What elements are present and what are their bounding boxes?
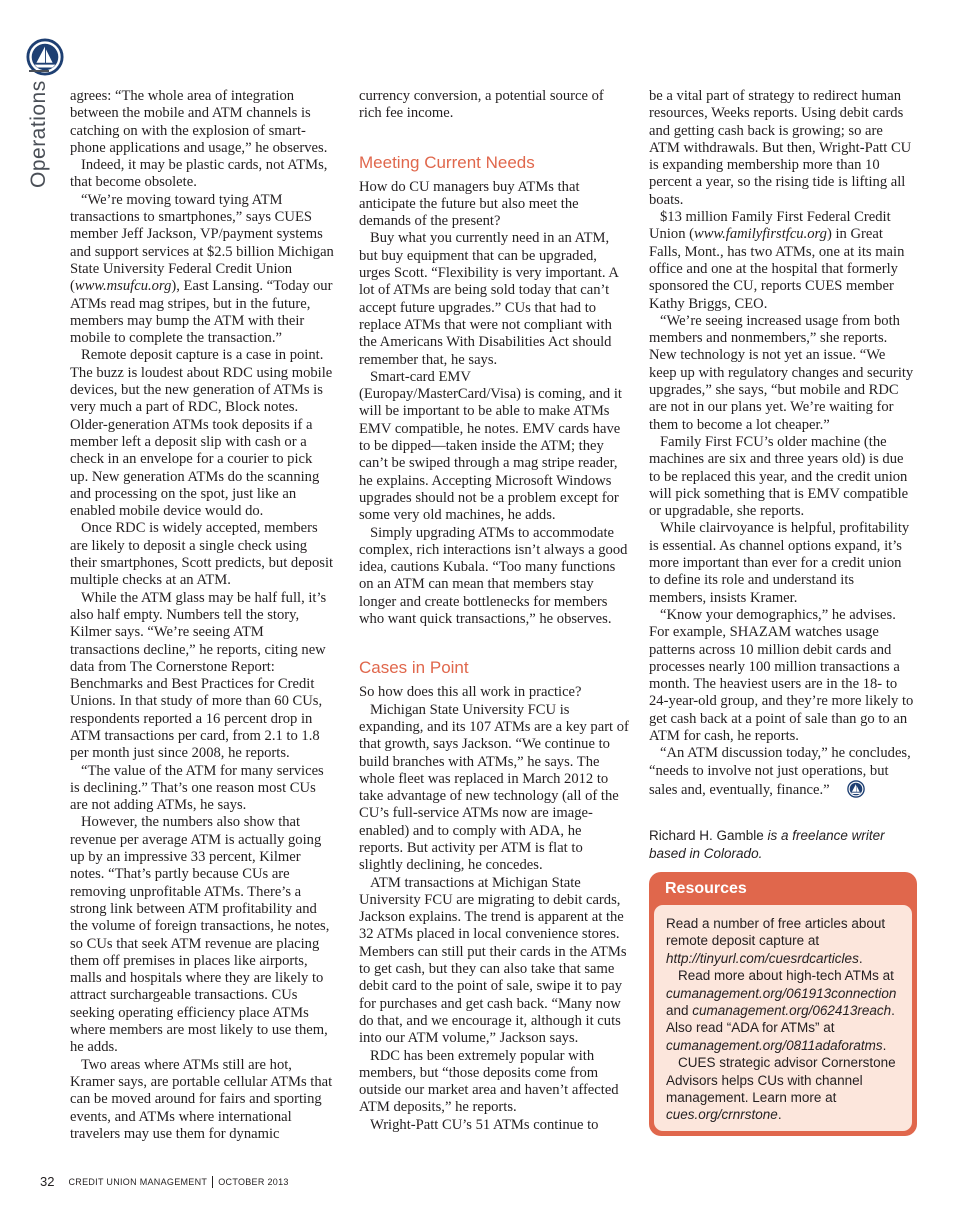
paragraph: While clairvoyance is helpful, profitability is essential. As channel options expand, it’s more important than ever for a credit union to define its role and understand its members, insists Kramer. [649, 520, 910, 606]
paragraph: “We’re moving toward tying ATM transactions to smartphones,” says CUES member Jeff Jackson, VP/payment systems and support services at $2.5 billion Michigan State University Federal Credit Union (www.msufcu.org), East Lansing. “Today our ATMs read mag stripes, but in the future, members may bump the ATM with their mobile to complete the transaction.” [70, 191, 334, 347]
resources-box [649, 872, 917, 1136]
paragraph: “Know your demographics,” he advises. For example, SHAZAM watches usage patterns across 10 million debit cards and processes nearly 100 million transactions a month. The heaviest users are in the 18- to 24-year-old group, and they’re more likely to get cash back at a point of sale than go to an ATM for cash, he reports. [649, 606, 914, 744]
section-label-text: Operations [27, 80, 50, 188]
paragraph: Smart-card EMV (Europay/MasterCard/Visa) is coming, and it will be important to be able to make ATMs EMV compatible, he notes. EMV cards have to be dipped—taken inside the ATM; they can’t be swiped through a mag stripe reader, he explains. Accepting Microsoft Windows upgrades should not be a problem except for some very old machines, he adds. [359, 368, 622, 524]
column-2-cases-body [359, 684, 629, 1134]
paragraph: So how does this all work in practice? [359, 684, 582, 701]
paragraph: currency conversion, a potential source of rich fee income. [359, 88, 604, 122]
paragraph: $13 million Family First Federal Credit Union (www.familyfirstfcu.org) in Great Falls, Mont., has two ATMs, one at its main office and one at the hospital that formerly sponsored the CU, reports CUES member Kathy Briggs, CEO. [649, 209, 905, 312]
heading-meeting-current-needs: Meeting Current Needs [359, 152, 535, 172]
paragraph: Read more about high-tech ATMs at cumanagement.org/061913connection and cumanagement.org/062413reach. Also read “ADA for ATMs” at cumanagement.org/0811adaforatms. [666, 968, 897, 1053]
column-2-meeting-body [359, 179, 629, 629]
paragraph: How do CU managers buy ATMs that anticipate the future but also meet the demands of the present? [359, 178, 580, 230]
article-column-1 [70, 88, 334, 1143]
paragraph: While the ATM glass may be half full, it’s also half empty. Numbers tell the story, Kilmer says. “We’re seeing ATM transactions decline,” he reports, citing new data from The Cornerstone Report: Benchmarks and Best Practices for Credit Unions. In that study of more than 60 CUs, respondents reported a 16 percent drop in ATM transactions per card, from 2.1 to 1.8 per month just since 2008, he reports. [70, 589, 327, 762]
end-mark-logo-icon [836, 780, 854, 798]
resources-title: Resources [665, 880, 747, 897]
paragraph: agrees: “The whole area of integration between the mobile and ATM channels is catching on with the explosion of smart-phone applications and usage,” he observes. [70, 88, 328, 156]
magazine-name: CREDIT UNION MANAGEMENT [68, 1176, 208, 1187]
article-column-3 [649, 88, 914, 863]
paragraph: CUES strategic advisor Cornerstone Advisors helps CUs with channel management. Learn more at cues.org/crnrstone. [666, 1055, 896, 1123]
column-3-body [649, 88, 914, 799]
page-number: 32 [40, 1174, 55, 1189]
resources-content [654, 905, 912, 1131]
section-label [24, 28, 54, 188]
paragraph: be a vital part of strategy to redirect human resources, Weeks reports. Using debit cards and getting cash back is growing; so are ATM withdrawals. But then, Wright-Patt CU is expanding membership more than 10 percent a year, so the rising tide is lifting all boats. [649, 88, 912, 208]
paragraph: Simply upgrading ATMs to accommodate complex, rich interactions isn’t always a good idea, cautions Kubala. “Too many functions on an ATM can mean that members stay longer and create bottlenecks for members who want quick transactions,” he observes. [359, 524, 628, 628]
paragraph: “An ATM discussion today,” he concludes, “needs to involve not just operations, but sales and, eventually, finance.” [649, 745, 911, 798]
paragraph: Remote deposit capture is a case in point. The buzz is loudest about RDC using mobile devices, but the new generation of ATMs is very much a part of RDC, Block notes. Older-generation ATMs took deposits if a member left a deposit slip with cash or a check in an envelope for a courier to pick up. New generation ATMs do the scanning and processing on the spot, just like an enabled mobile device would do. [70, 347, 333, 520]
paragraph: Buy what you currently need in an ATM, but buy equipment that can be upgraded, urges Scott. “Flexibility is very important. A lot of ATMs are being sold today that can’t accept future upgrades.” CUs that had to replace ATMs that were not compliant with the Americans With Disabilities Act should remember that, he says. [359, 230, 619, 368]
paragraph: “We’re seeing increased usage from both members and nonmembers,” she reports. New technology is not yet an issue. “We keep up with regulatory changes and security upgrades,” she says, “but mobile and RDC are not in our plans yet. We’re waiting for them to become a lot cheaper.” [649, 312, 914, 433]
paragraph: “The value of the ATM for many services is declining.” That’s one reason most CUs are not adding ATMs, he says. [70, 762, 324, 814]
paragraph: ATM transactions at Michigan State University FCU are migrating to debit cards, Jackson explains. The trend is apparent at the 32 ATMs placed in local convenience stores. Members can still put their cards in the ATMs to get cash, but they can also take that same debit card to the point of sale, swipe it to pay for purchases and get cash back. “Many now do that, and we encourage it, although it cuts into our ATM volume,” Jackson says. [359, 874, 627, 1047]
paragraph: Wright-Patt CU’s 51 ATMs continue to [370, 1116, 599, 1133]
section-label-divider [29, 70, 49, 72]
paragraph: Family First FCU’s older machine (the machines are six and three years old) is due to be replaced this year, and the credit union will pick something that is EMV compatible or upgradable, she reports. [649, 433, 909, 520]
paragraph: Once RDC is widely accepted, members are likely to deposit a single check using their smartphones, Scott predicts, but deposit multiple checks at an ATM. [70, 520, 334, 589]
author-byline: Richard H. Gamble is a freelance writer based in Colorado. [649, 828, 885, 862]
paragraph: Two areas where ATMs still are hot, Kramer says, are portable cellular ATMs that can be moved around for fairs and sporting events, and ATMs where international travelers may use them for dynamic [70, 1056, 333, 1142]
issue-date: OCTOBER 2013 [218, 1176, 289, 1187]
heading-cases-in-point: Cases in Point [359, 658, 469, 678]
paragraph: Indeed, it may be plastic cards, not ATMs, that become obsolete. [70, 157, 328, 191]
article-column-2 [359, 88, 629, 1134]
paragraph: However, the numbers also show that revenue per average ATM is actually going up by an impressive 33 percent, Kilmer notes. “That’s partly because CUs are removing unprofitable ATMs. There’s a strong link between ATM profitability and the volume of foreign transactions, he notes, so CUs that seek ATM revenue are placing them off premises in places like airports, malls and hospitals where they are likely to attract surchargeable transactions. CUs seeking operating efficiency place ATMs where members are most likely to use them, he adds. [70, 814, 330, 1056]
page-footer [40, 1174, 289, 1189]
paragraph: Read a number of free articles about remote deposit capture at http://tinyurl.com/cuesrdcarticles. [666, 916, 886, 966]
paragraph: Michigan State University FCU is expanding, and its 107 ATMs are a key part of that growth, says Jackson. “We continue to build branches with ATMs,” he says. The whole fleet was replaced in March 2012 to take advantage of new technology (all of the CU’s full-service ATMs now are image-enabled) and to comply with ADA, he reports. But activity per ATM is flat to slightly declining, he concedes. [359, 701, 629, 874]
footer-divider [212, 1176, 213, 1188]
column-2-intro [359, 88, 629, 123]
paragraph: RDC has been extremely popular with members, but “those deposits come from outside our market area and haven’t affected ATM deposits,” he reports. [359, 1047, 619, 1116]
column-1-body [70, 88, 334, 1143]
